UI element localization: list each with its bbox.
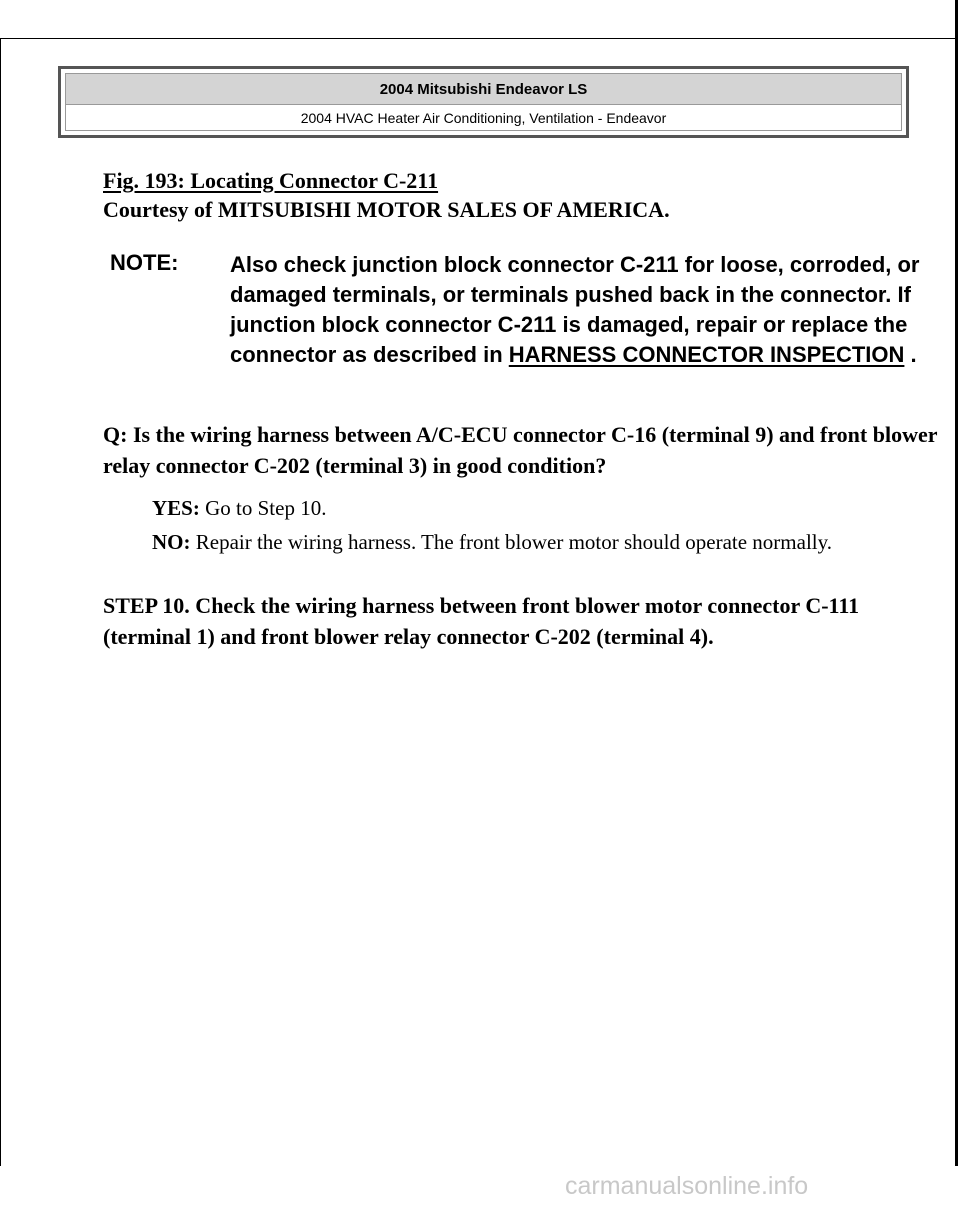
header-title: 2004 Mitsubishi Endeavor LS — [66, 74, 901, 105]
figure-title-link[interactable]: Fig. 193: Locating Connector C-211 — [103, 168, 439, 193]
page-border-right — [955, 0, 958, 1166]
step-heading: STEP 10. Check the wiring harness between front blower motor connector C-111 (terminal 1) and front blower relay connector C-202 (terminal 4). — [103, 593, 860, 649]
answer-no — [152, 528, 912, 557]
header-subtitle: 2004 HVAC Heater Air Conditioning, Ventilation - Endeavor — [300, 109, 667, 126]
note-text — [230, 250, 930, 370]
question-text: Q: Is the wiring harness between A/C-ECU connector C-16 (terminal 9) and front blower relay connector C-202 (terminal 3) in good condition? — [103, 422, 938, 478]
watermark: carmanualsonline.info — [565, 1172, 809, 1200]
yes-text: Go to Step 10. — [199, 496, 327, 520]
document-header — [58, 66, 909, 138]
figure-courtesy: Courtesy of MITSUBISHI MOTOR SALES OF AMERICA. — [103, 197, 670, 222]
note-body: Also check junction block connector C-211 for loose, corroded, or damaged terminals, or terminals pushed back in the connector. If junction block connector C-211 is damaged, repair or replace the connector as described in — [230, 252, 920, 367]
yes-label: YES: — [152, 496, 200, 520]
note-label: NOTE: — [110, 250, 179, 275]
no-text: Repair the wiring harness. The front blower motor should operate normally. — [190, 530, 833, 554]
note-suffix: . — [904, 342, 917, 367]
harness-inspection-link[interactable]: HARNESS CONNECTOR INSPECTION — [508, 342, 905, 367]
header-inner — [65, 73, 902, 131]
answer-yes — [152, 494, 912, 523]
no-label: NO: — [152, 530, 191, 554]
